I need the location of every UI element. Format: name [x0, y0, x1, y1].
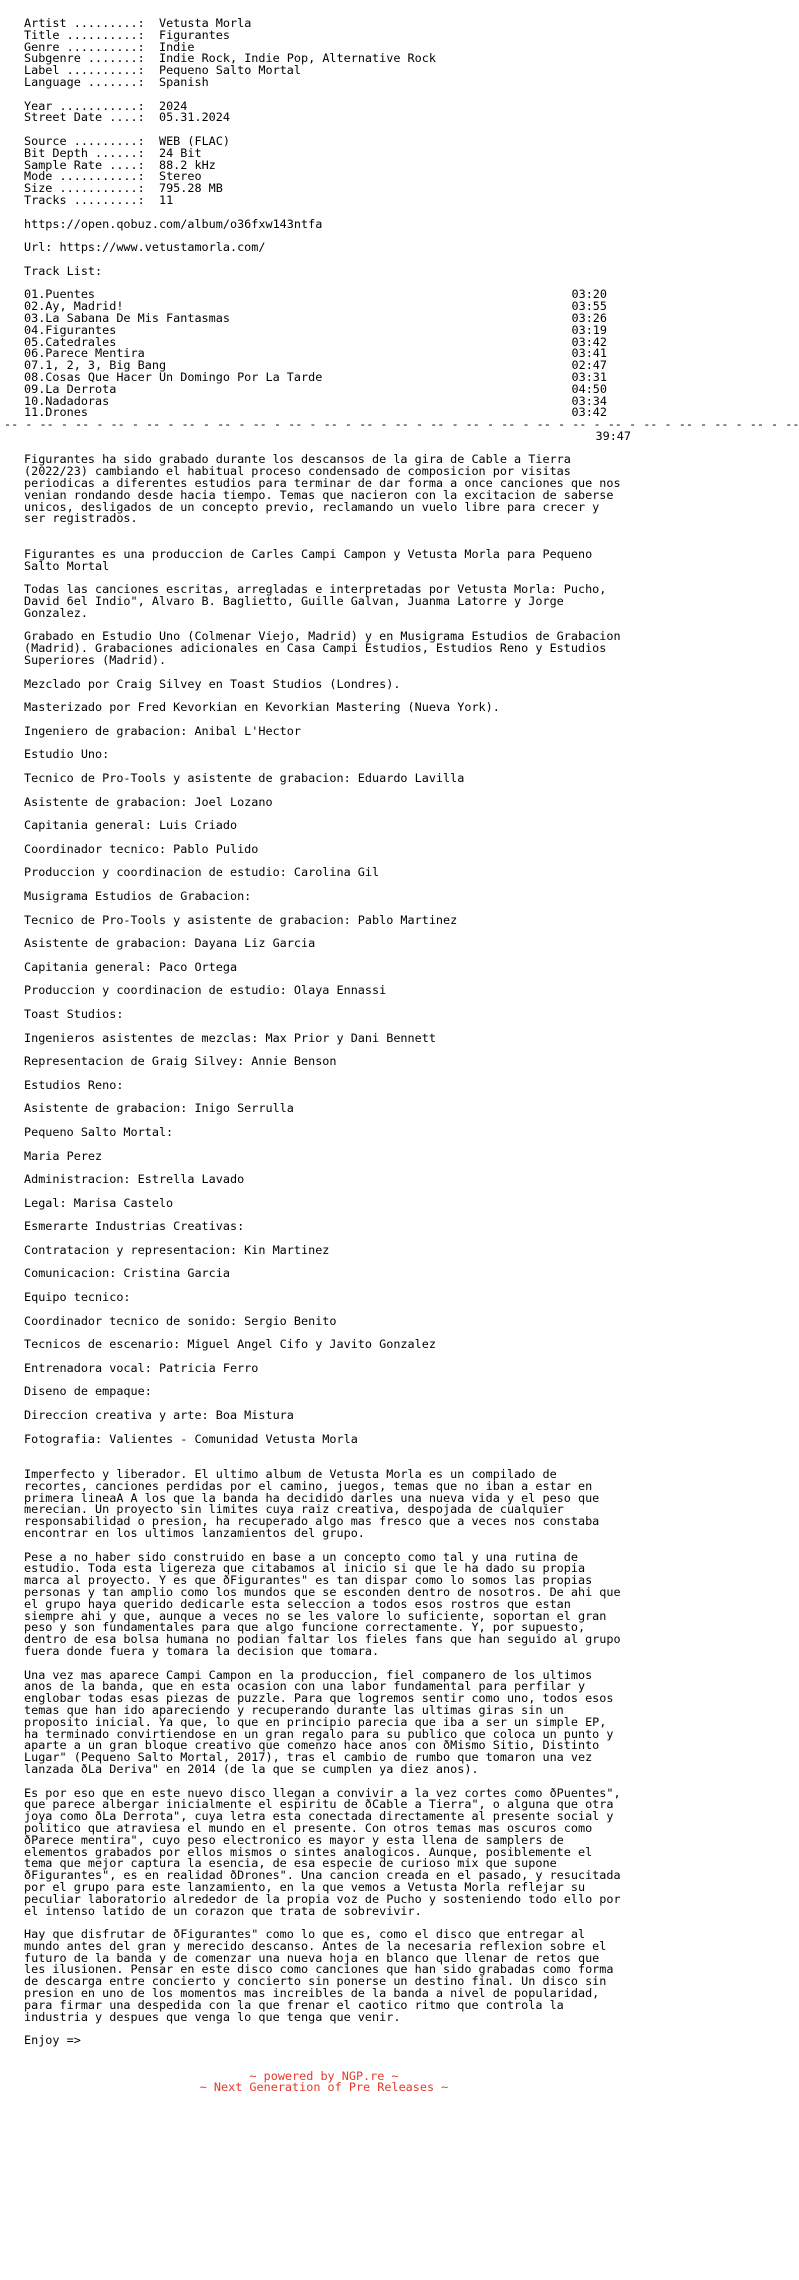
essay-paragraph: Imperfecto y liberador. El ultimo album de Vetusta Morla es un compilado de recortes, canciones perdidas por el camino, juegos, temas que no iban a estar en primera lineaA A los que la banda ha decidido darles una nueva vida y el peso que merecian. Un proyecto sin limites cuya raiz creativa, despojada de cualquier responsabilidad o presion, ha recuperado algo mas fresco que a veces nos constaba encontrar en los ultimos lanzamientos del grupo. [24, 1467, 607, 1540]
tech-row-value: WEB (FLAC) [158, 133, 230, 148]
tracklist [24, 289, 624, 419]
credit-line: Asistente de grabacion: Dayana Liz Garcia [24, 936, 316, 951]
release-info [0, 18, 648, 419]
tech-row-label: Sample Rate ....: [24, 157, 145, 172]
credit-line: Comunicacion: Cristina Garcia [24, 1266, 230, 1281]
track-title: 11.Drones [24, 405, 88, 420]
track-title: 02.Ay, Madrid! [24, 299, 124, 314]
track-title: 08.Cosas Que Hacer Un Domingo Por La Tarde [24, 369, 323, 384]
credit-line: Entrenadora vocal: Patricia Ferro [24, 1360, 259, 1375]
tech-row-label: Mode ...........: [24, 169, 145, 184]
info-row-label: Label ..........: [24, 63, 145, 78]
credit-line: Representacion de Graig Silvey: Annie Benson [24, 1054, 337, 1069]
credit-line: Fotografia: Valientes - Comunidad Vetusta Morla [24, 1431, 358, 1446]
credit-line: Contratacion y representacion: Kin Martinez [24, 1242, 330, 1257]
release-date-block [24, 98, 624, 125]
enjoy-line: Enjoy => [24, 2033, 81, 2048]
info-row-value: Indie Rock, Indie Pop, Alternative Rock [158, 51, 436, 66]
tech-row-label: Bit Depth ......: [24, 145, 145, 160]
credit-line: Tecnico de Pro-Tools y asistente de grabacion: Eduardo Lavilla [24, 771, 465, 785]
credit-line: Capitania general: Luis Criado [24, 818, 238, 833]
release-row-value: 2024 [158, 98, 188, 113]
separator-line: -- - -- - -- - -- - -- - -- - -- - -- - -- - -- - -- - -- - -- - -- - -- - -- - -- - -- - -- - -- - -- - -- - -- [4, 417, 799, 432]
nfo-page [0, 16, 799, 2095]
credit-line: Ingenieros asistentes de mezclas: Max Prior y Dani Bennett [24, 1030, 436, 1045]
footer-tagline: ~ Next Generation of Pre Releases ~ [199, 2080, 449, 2095]
qobuz-link[interactable]: https://open.qobuz.com/album/o36fxw143ntfa [24, 216, 323, 231]
tracklist-header: Track List: [24, 263, 103, 278]
release-row-label: Street Date ....: [24, 110, 145, 125]
info-row-label: Genre ..........: [24, 39, 145, 54]
info-row-label: Title ..........: [24, 27, 145, 42]
credit-line: Masterizado por Fred Kevorkian en Kevorkian Mastering (Nueva York). [24, 700, 500, 715]
info-row-label: Artist .........: [24, 16, 145, 30]
track-title: 09.La Derrota [24, 381, 117, 396]
track-time: 03:42 [571, 405, 607, 420]
tech-row-label: Tracks .........: [24, 192, 145, 207]
tech-row-label: Size ...........: [24, 181, 145, 196]
track-time: 04:50 [571, 381, 607, 396]
release-row-value: 05.31.2024 [158, 110, 230, 125]
credit-line: Equipo tecnico: [24, 1290, 131, 1305]
track-time: 03:31 [571, 369, 607, 384]
track-row [24, 381, 624, 396]
credit-line: Figurantes es una produccion de Carles Campi Campon y Vetusta Morla para Pequeno Salto Mortal [24, 546, 600, 573]
website-url-line[interactable]: Url: https://www.vetustamorla.com/ [24, 240, 266, 255]
credit-line: Mezclado por Craig Silvey en Toast Studios (Londres). [24, 676, 401, 691]
credit-line: Pequeno Salto Mortal: [24, 1124, 174, 1139]
essay [24, 1467, 628, 2035]
track-time: 03:34 [571, 393, 607, 408]
info-row-value: Spanish [158, 74, 209, 89]
tech-row-value: 11 [158, 192, 174, 207]
credit-line: Ingeniero de grabacion: Anibal L'Hector [24, 723, 301, 738]
tech-row-value: 88.2 kHz [158, 157, 216, 172]
info-row-value: Pequeno Salto Mortal [158, 63, 302, 78]
credit-line: Tecnicos de escenario: Miguel Angel Cifo y Javito Gonzalez [24, 1337, 436, 1352]
essay-paragraph: Hay que disfrutar de ðFigurantes" como lo que es, como el disco que entregar al mundo antes del gran y merecido descanso. Antes de la necesaria reflexion sobre el futuro de la banda y de comenzar una nueva hoja en blanco que llenar de retos que les ilusionen. Pensar en este disco como canciones que han sido grabadas como forma de descarga entre concierto y concierto sin ponerse un destino final. Un disco sin presion en uno de los momentos mas increibles de la banda a nivel de popularidad, para firmar una despedida con la que frenar el caotico ritmo que controla la industria y despues que venga lo que tenga que venir. [24, 1927, 621, 2024]
info-row-value: Vetusta Morla [158, 16, 252, 30]
credit-line: Asistente de grabacion: Joel Lozano [24, 794, 273, 809]
track-time: 03:20 [571, 287, 607, 302]
credit-line: Musigrama Estudios de Grabacion: [24, 888, 252, 903]
credit-line: Toast Studios: [24, 1006, 124, 1021]
credit-line: Coordinador tecnico: Pablo Pulido [24, 841, 259, 856]
footer-powered-by: ~ powered by NGP.re ~ [249, 2068, 399, 2083]
track-title: 04.Figurantes [24, 322, 117, 337]
credit-line: Produccion y coordinacion de estudio: Carolina Gil [24, 865, 380, 880]
tech-row [24, 192, 624, 207]
info-row-value: Indie [158, 39, 195, 54]
track-time: 03:19 [571, 322, 607, 337]
track-time: 03:26 [571, 310, 607, 325]
track-title: 01.Puentes [24, 287, 96, 302]
track-title: 10.Nadadoras [24, 393, 110, 408]
credit-line: Administracion: Estrella Lavado [24, 1172, 245, 1187]
track-title: 03.La Sabana De Mis Fantasmas [24, 310, 230, 325]
credit-line: Asistente de grabacion: Inigo Serrulla [24, 1101, 294, 1116]
total-time: 39:47 [595, 428, 631, 443]
info-row-label: Language .......: [24, 74, 145, 89]
tech-row-value: Stereo [158, 169, 202, 184]
notes [0, 454, 648, 2094]
info-row-label: Subgenre .......: [24, 51, 145, 66]
info-row [24, 74, 624, 89]
track-title: 05.Catedrales [24, 334, 117, 349]
credit-line: Esmerarte Industrias Creativas: [24, 1219, 245, 1234]
track-row [24, 393, 624, 408]
technical-info-block [24, 133, 624, 207]
track-time: 03:41 [571, 346, 607, 361]
info-row-value: Figurantes [158, 27, 230, 42]
track-time: 03:55 [571, 299, 607, 314]
track-title: 06.Parece Mentira [24, 346, 145, 361]
credit-line: Todas las canciones escritas, arregladas e interpretadas por Vetusta Morla: Pucho, David 6el Indio", Alvaro B. Baglietto, Guille Galvan, Juanma Latorre y Jorge Gonzalez. [24, 582, 614, 620]
credit-line: Legal: Marisa Castelo [24, 1195, 174, 1210]
essay-paragraph: Una vez mas aparece Campi Campon en la produccion, fiel companero de los ultimos anos de la banda, que en esta ocasion con una labor fundamental para perfilar y englobar todas esas piezas de puzzle. Para que logremos sentir como uno, todos esos temas que han ido apareciendo y recuperando durante las ultimas giras sin un proposito inicial. Ya que, lo que en principio parecia que iba a ser un simple EP, ha terminado convirtiendose en un gran regalo para su publico que coloca un punto y aparte a un gran bloque creativo que comenzo hace anos con ðMismo Sitio, Distinto Lugar" (Pequeno Salto Mortal, 2017), tras el cambio de rumbo que tomaron una vez lanzada ðLa Deriva" en 2014 (de la que se cumplen ya diez anos). [24, 1667, 621, 1776]
essay-paragraph: Es por eso que en este nuevo disco llegan a convivir a la vez cortes como ðPuentes", que parece albergar inicialmente el espiritu de ðCable a Tierra", o alguna que otra joya como ðLa Derrota", cuya letra esta conectada directamente al presente social y politico que atraviesa el mundo en el presente. Con otros temas mas oscuros como ðParece mentira", cuyo peso electronico es mayor y esta llena de samplers de elementos grabados por ellos mismos o sintes analogicos. Aunque, posiblemente el tema que mejor captura la esencia, de esa especie de curioso mix que supone ðFigurantes", es en realidad ðDrones". Una cancion creada en el pasado, y resucitada por el grupo para este lanzamiento, en la que vemos a Vetusta Morla reflejar su peculiar laboratorio alrededor de la propia voz de Pucho y sosteniendo todo ello por el intenso latido de un corazon que trata de sobrevivir. [24, 1785, 628, 1918]
credit-line: Direccion creativa y arte: Boa Mistura [24, 1408, 294, 1423]
release-row [24, 112, 624, 124]
track-time: 02:47 [571, 358, 607, 373]
credit-line: Maria Perez [24, 1148, 103, 1163]
credit-line: Produccion y coordinacion de estudio: Olaya Ennassi [24, 983, 387, 998]
album-description: Figurantes ha sido grabado durante los descansos de la gira de Cable a Tierra (2022/23) cambiando el habitual proceso condensado de composicion por visitas periodicas a diferentes estudios para terminar de dar forma a once canciones que nos venian rondando desde hacia tiempo. Temas que nacieron con la excitacion de saberse unicos, desligados de un concepto previo, reclamando un vuelo libre para crecer y ser registrados. [24, 452, 628, 526]
essay-paragraph: Pese a no haber sido construido en base a un concepto como tal y una rutina de estudio. Toda esta ligereza que citabamos al inicio si que le ha dado su propia marca al proyecto. Y es que ðFigurantes" es tan dispar como lo somos las propias personas y tan amplio como los mundos que se esconden dentro de nosotros. De ahi que el grupo haya querido dedicarle esta seleccion a todos esos rostros que estan siempre ahi y que, aunque a veces no se les valore lo suficiente, soportan el gran peso y son fundamentales para que algo funcione correctamente. Y, por supuesto, dentro de esa bolsa humana no podian faltar los fieles fans que han seguido al grupo fuera donde fuera y tomara la decision que tomara. [24, 1549, 628, 1658]
album-info-block [24, 18, 624, 89]
tech-row-value: 795.28 MB [158, 181, 223, 196]
credits-list [24, 546, 628, 1457]
track-time: 03:42 [571, 334, 607, 349]
credit-line: Capitania general: Paco Ortega [24, 959, 238, 974]
credit-line: Coordinador tecnico de sonido: Sergio Benito [24, 1313, 337, 1328]
tech-row-label: Source .........: [24, 133, 145, 148]
credit-line: Diseno de empaque: [24, 1384, 152, 1399]
credit-line: Estudios Reno: [24, 1077, 124, 1092]
credit-line: Estudio Uno: [24, 747, 110, 762]
credit-line: Tecnico de Pro-Tools y asistente de grabacion: Pablo Martinez [24, 912, 458, 927]
track-title: 07.1, 2, 3, Big Bang [24, 358, 167, 373]
release-row-label: Year ...........: [24, 98, 145, 113]
credit-line: Grabado en Estudio Uno (Colmenar Viejo, Madrid) y en Musigrama Estudios de Grabacion (Madrid). Grabaciones adicionales en Casa Campi Estudios, Estudios Reno y Estudios Superiores (Madrid). [24, 629, 628, 668]
tech-row-value: 24 Bit [158, 145, 202, 160]
